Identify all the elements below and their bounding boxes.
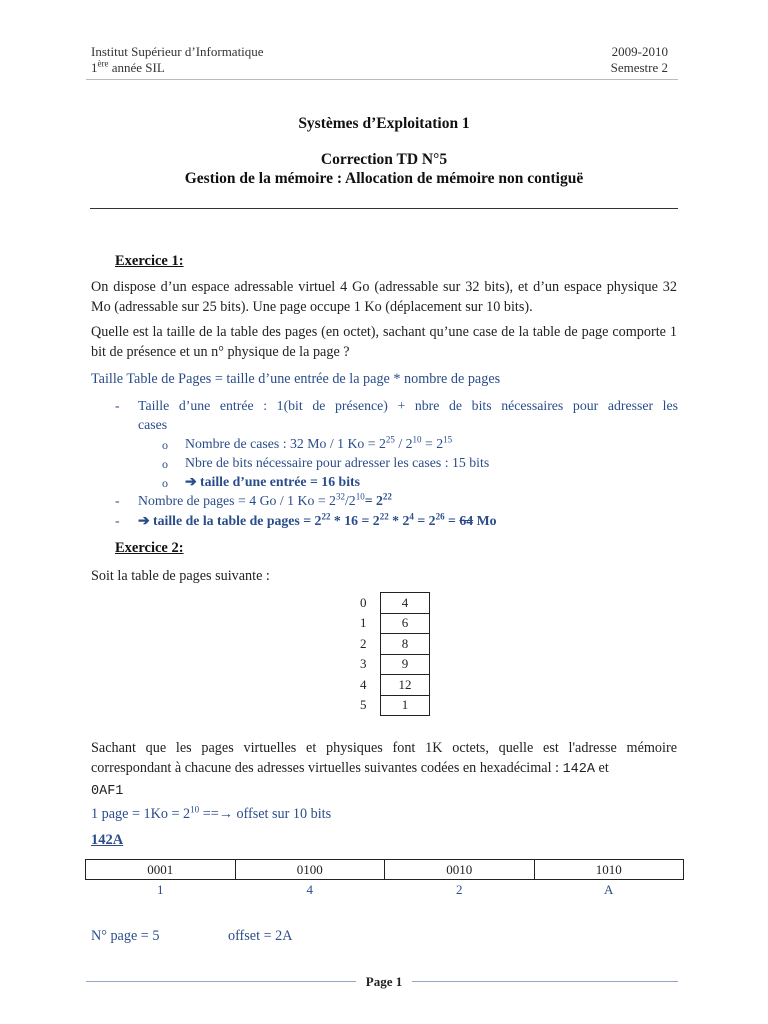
table-row: 1 6: [360, 613, 430, 634]
bullet-circle: o: [162, 476, 168, 490]
exercise1-statement: On dispose d’un espace adressable virtuel 4 Go (adressable sur 32 bits), et d’un espace physique 32 Mo (adressable sur 25 bits). Une page occupe 1 Ko (déplacement sur 10 bits).: [91, 279, 677, 315]
page-table: [360, 592, 430, 716]
correction-title: Correction TD N°5: [320, 151, 448, 168]
table-size-result: ➔ taille de la table de pages = $2^{22} * 16 = 2^{22} * 2^4 = 2^{26} = 64$ Mo: [138, 511, 497, 528]
header-right: [611, 44, 668, 76]
list-dash: -: [115, 493, 120, 508]
bullet-circle: o: [162, 438, 168, 452]
offset-line: 1 page = $1Ko = 2^{10}$ ==→ offset sur 10 bits: [91, 804, 332, 822]
binary-breakdown-table: [85, 859, 684, 899]
pages-count: Nombre de pages = 4 Go / 1 $Ko = 2^{32}/2^{10}= 2^{22}$: [138, 491, 392, 508]
cases-count: Nombre de cases : 32 Mo / 1 $Ko = 2^{25} / 2^{10} = 2^{15}$: [185, 434, 453, 451]
exercise1-heading: Exercice 1:: [115, 253, 184, 269]
entry-result: ➔ taille d’une entrée = 16 bits: [185, 474, 361, 489]
entry-size-line1: Taille d’une entrée : 1(bit de présence) + nbre de bits nécessaires pour adresser les: [138, 398, 678, 413]
exercise2-question: Sachant que les pages virtuelles et physiques font 1K octets, quelle est l'adresse mémoire correspondant à chacune des adresses virtuelles suivantes codées en hexadécimal : 142A et 0AF1: [91, 740, 677, 799]
table-row: 1 4 2 A: [157, 881, 614, 897]
list-dash: -: [115, 398, 120, 413]
header-left: [91, 44, 264, 76]
academic-year: 2009-2010: [611, 44, 668, 59]
exercise2-intro: Soit la table de pages suivante :: [91, 568, 270, 584]
institute-name: Institut Supérieur d’Informatique: [91, 44, 264, 59]
table-row: 3 9: [360, 654, 430, 675]
table-row: 0 4: [360, 593, 430, 614]
exercise1-question: Quelle est la taille de la table des pages (en octet), sachant qu’une case de la table de page comporte 1 bit de présence et un n° physique de la page ?: [91, 324, 677, 360]
bullet-circle: o: [162, 457, 168, 471]
course-title: Systèmes d’Exploitation 1: [298, 115, 470, 132]
right-arrow-icon: ➔: [185, 474, 201, 489]
bits-needed: Nbre de bits nécessaire pour adresser les cases : 15 bits: [185, 455, 490, 470]
entry-size-line2: cases: [138, 417, 168, 432]
list-dash: -: [115, 513, 120, 528]
page-footer: [0, 974, 768, 990]
header-divider: [86, 79, 678, 80]
table-row: 2 8: [360, 634, 430, 655]
exercise2-heading: Exercice 2:: [115, 540, 184, 556]
right-arrow-icon: ➔: [138, 513, 154, 528]
right-arrow-icon: →: [218, 806, 233, 822]
semester: Semestre 2: [610, 60, 668, 75]
table-row: 0001 0100 0010 1010: [86, 860, 684, 880]
page-number: Page 1: [356, 974, 412, 989]
page-number-result: N° page = 5: [91, 928, 160, 944]
subject-title: Gestion de la mémoire : Allocation de mémoire non contiguë: [184, 170, 584, 187]
title-divider: [90, 208, 678, 209]
exercise1-formula: Taille Table de Pages = taille d’une entrée de la page * nombre de pages: [91, 371, 501, 387]
year-class: 1ère année SIL: [91, 58, 165, 75]
table-row: 5 1: [360, 695, 430, 716]
table-row: 4 12: [360, 675, 430, 696]
address-subheading: 142A: [91, 832, 124, 848]
offset-result: offset = 2A: [228, 928, 293, 944]
